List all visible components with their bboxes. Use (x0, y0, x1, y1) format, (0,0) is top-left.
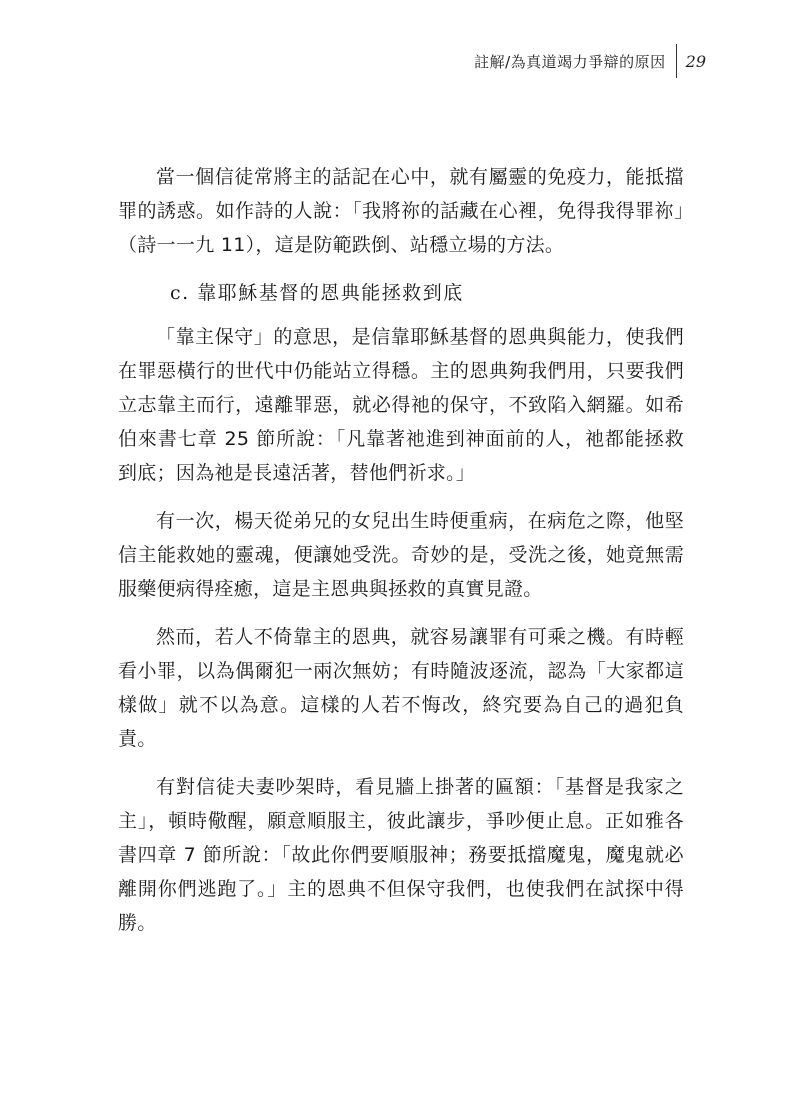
running-header (474, 44, 706, 78)
paragraph-5: 有對信徒夫妻吵架時，看見牆上掛著的匾額：「基督是我家之主」，頓時儆醒，願意順服主，彼此讓步，爭吵便止息。正如雅各書四章 7 節所說：「故此你們要順服神；務要抵擋魔鬼，魔鬼就必離開你們逃跑了。」主的恩典不但保守我們，也使我們在試探中得勝。 (118, 776, 684, 934)
paragraph-3: 有一次，楊天從弟兄的女兒出生時便重病，在病危之際，他堅信主能救她的靈魂，便讓她受洗。奇妙的是，受洗之後，她竟無需服藥便病得痊癒，這是主恩典與拯救的真實見證。 (118, 510, 684, 600)
running-title: 註解/為真道竭力爭辯的原因 (474, 52, 666, 71)
paragraph-4: 然而，若人不倚靠主的恩典，就容易讓罪有可乘之機。有時輕看小罪，以為偶爾犯一兩次無妨；有時隨波逐流，認為「大家都這樣做」就不以為意。這樣的人若不悔改，終究要為自己的過犯負責。 (118, 626, 684, 750)
page-number: 29 (685, 51, 706, 71)
paragraph-1: 當一個信徒常將主的話記在心中，就有屬靈的免疫力，能抵擋罪的誘惑。如作詩的人說：「我將祢的話藏在心裡，免得我得罪祢」（詩一一九 11），這是防範跌倒、站穩立場的方法。 (118, 166, 684, 256)
page-body (118, 160, 684, 954)
section-heading: c. 靠耶穌基督的恩典能拯救到底 (170, 282, 464, 304)
paragraph-2: 「靠主保守」的意思，是信靠耶穌基督的恩典與能力，使我們在罪惡橫行的世代中仍能站立得穩。主的恩典夠我們用，只要我們立志靠主而行，遠離罪惡，就必得祂的保守，不致陷入網羅。如希伯來書七章 25 節所說：「凡靠著祂進到神面前的人，祂都能拯救到底；因為祂是長遠活著，替他們祈求。」 (118, 326, 684, 484)
